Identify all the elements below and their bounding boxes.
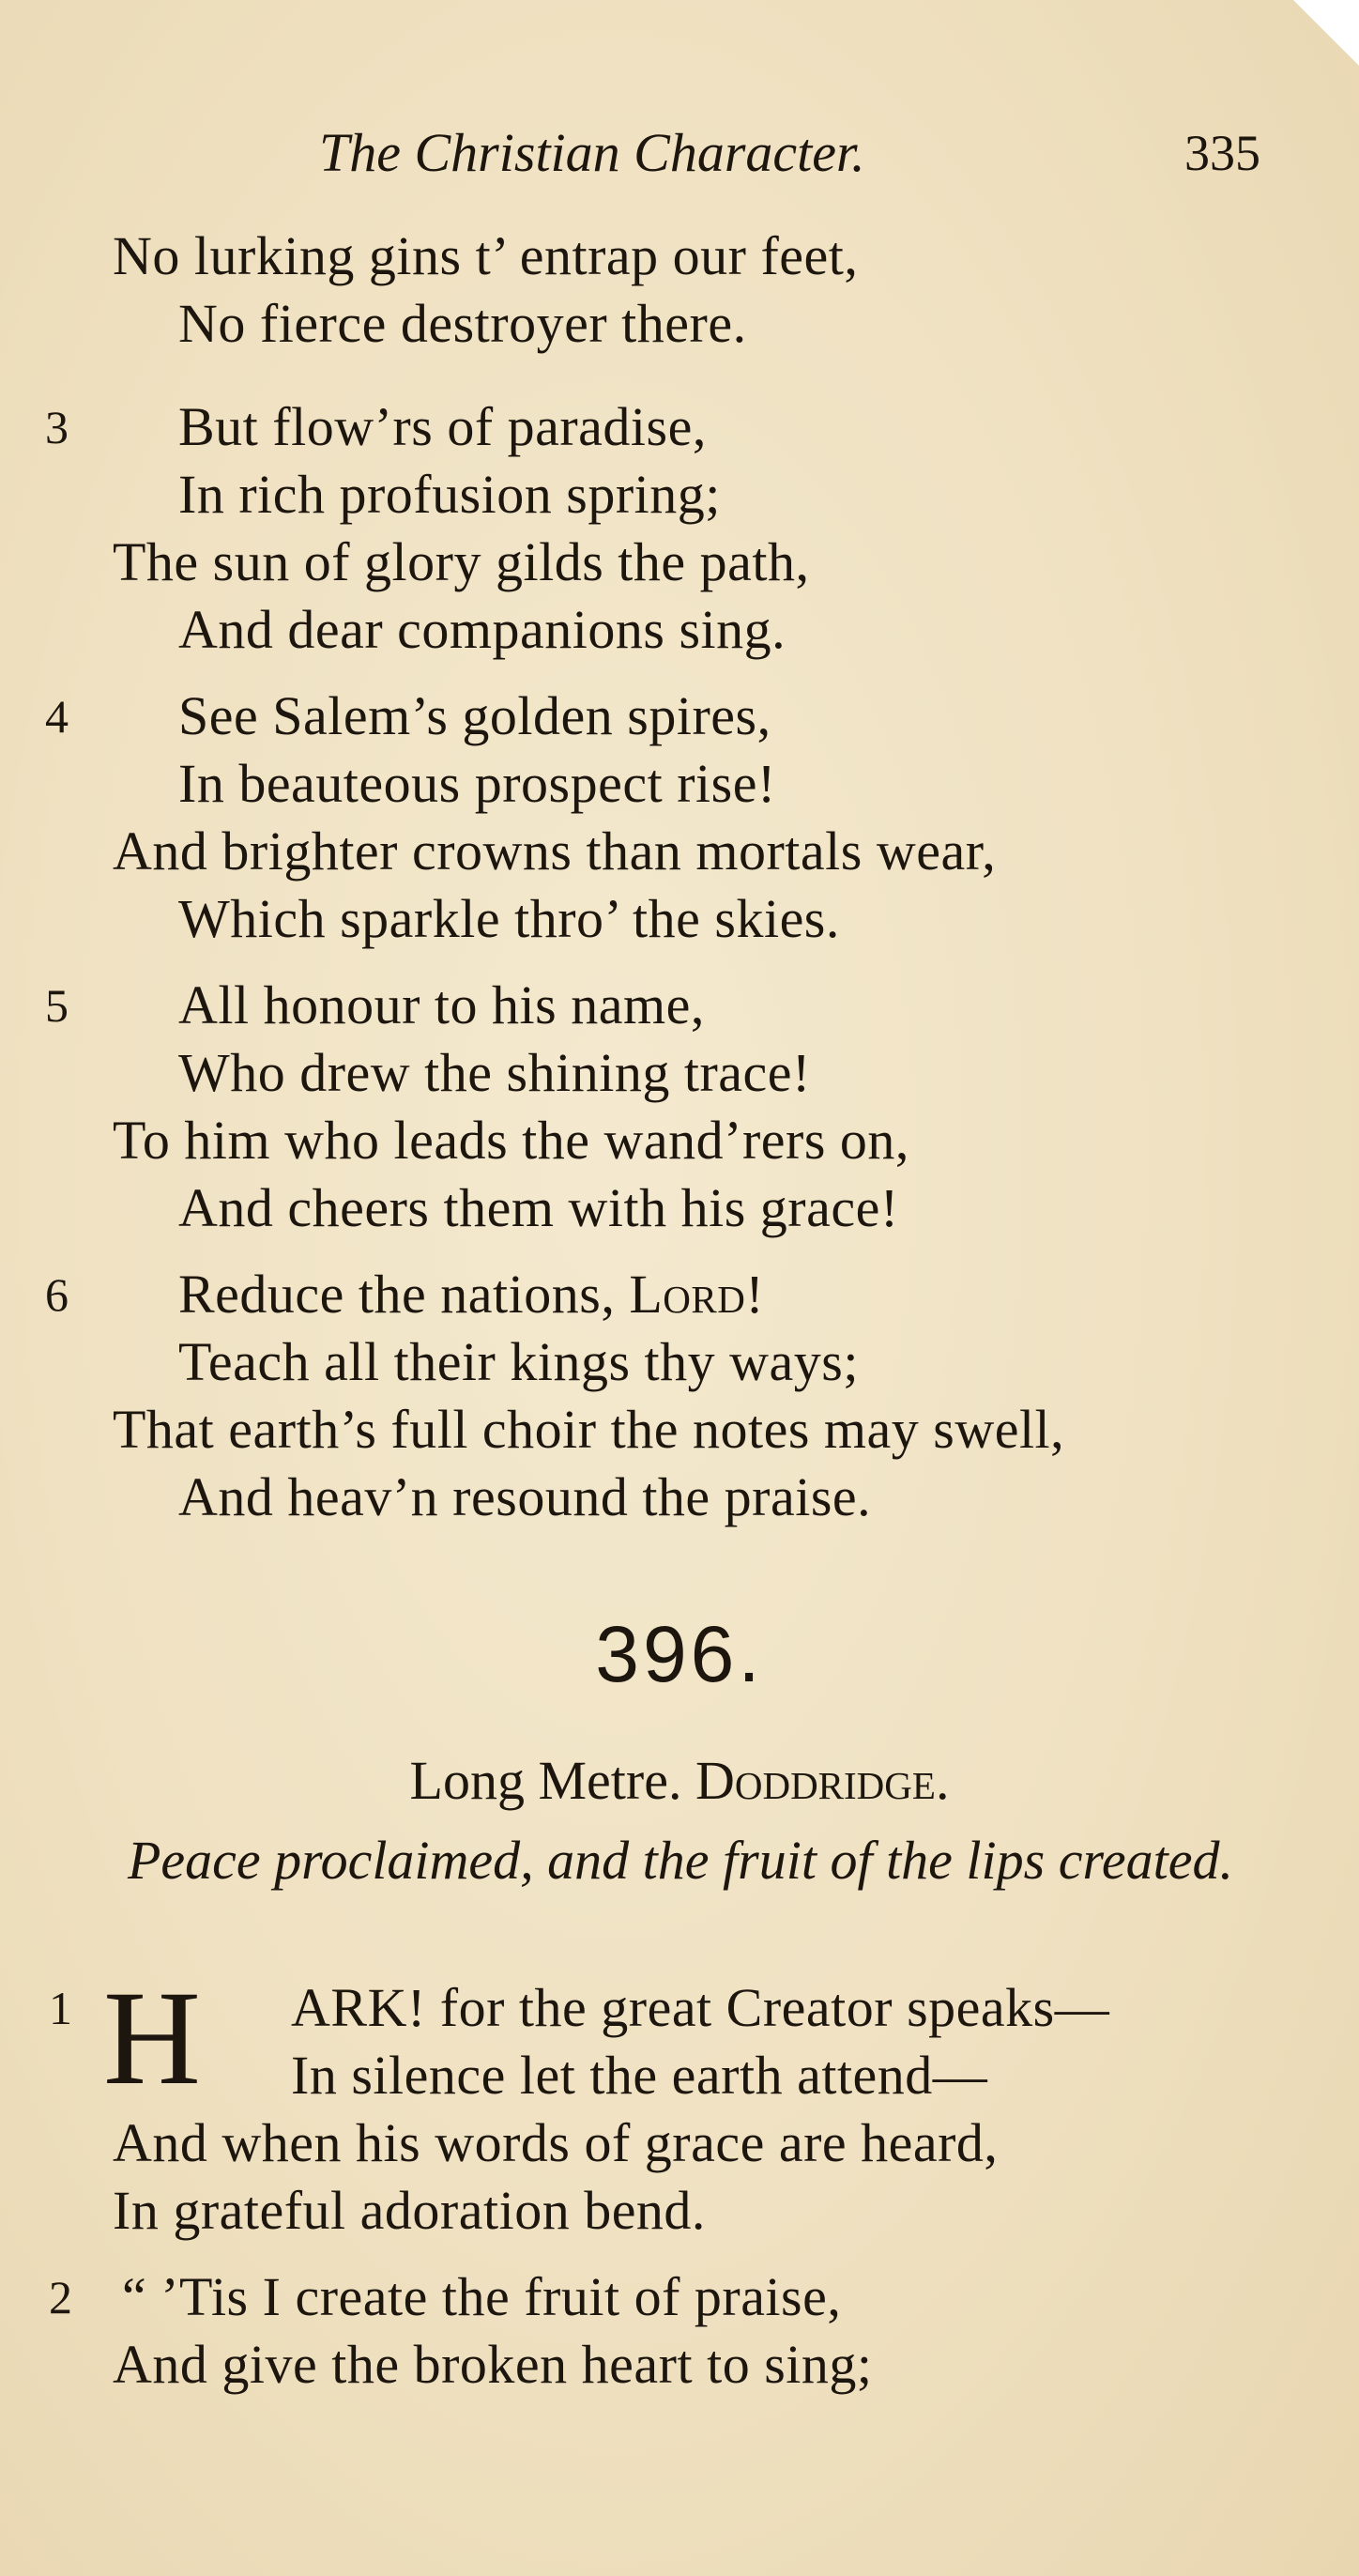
running-title: The Christian Character. [319,122,865,183]
meter: Long Metre. [409,1750,682,1811]
verse-line: Teach all their kings thy ways; [178,1331,859,1392]
verse-line: And cheers them with his grace! [178,1177,899,1238]
verse-line: No lurking gins t’ entrap our feet, [113,225,859,286]
verse-line: But flow’rs of paradise, [178,396,707,457]
verse-line: And when his words of grace are heard, [113,2112,999,2173]
page-number: 335 [1184,125,1260,181]
verse-line: And heav’n resound the praise. [178,1466,872,1527]
drop-cap: H [103,1964,201,2113]
hymn-meter-author [0,1748,1359,1814]
page-corner [1293,0,1359,66]
stanza-number: 4 [45,690,69,743]
stanza-number: 5 [45,979,69,1032]
author: Doddridge. [695,1750,950,1811]
verse-text: ! [745,1264,765,1325]
verse-number: 2 [49,2271,72,2323]
verse-line [178,1262,764,1327]
verse-line: And brighter crowns than mortals wear, [113,820,997,882]
verse-line: “ ’Tis I create the fruit of praise, [122,2266,842,2327]
verse-line: No fierce destroyer there. [178,293,747,354]
verse-line: Which sparkle thro’ the skies. [178,888,840,949]
verse-line: And give the broken heart to sing; [113,2334,873,2395]
verse-line: In rich profusion spring; [178,464,721,525]
verse-line: In grateful adoration bend. [113,2180,706,2241]
verse-text: Reduce the nations, [178,1264,630,1325]
verse-line: That earth’s full choir the notes may swell, [113,1399,1065,1460]
lord-small-caps: Lord [629,1264,746,1325]
verse-line: In beauteous prospect rise! [178,753,776,814]
verse-line: All honour to his name, [178,974,705,1035]
verse-line: See Salem’s golden spires, [178,685,771,746]
verse-line: The sun of glory gilds the path, [113,531,810,592]
verse-number: 1 [49,1982,72,2034]
verse-line: To him who leads the wand’rers on, [113,1110,909,1171]
verse-line: Who drew the shining trace! [178,1042,811,1103]
stanza-number: 6 [45,1268,69,1321]
verse-line: And dear companions sing. [178,599,786,660]
running-header [0,120,1359,186]
hymn-subject: Peace proclaimed, and the fruit of the lips created. [128,1830,1233,1891]
stanza-number: 3 [45,401,69,453]
hymn-number: 396. [595,1610,764,1698]
verse-line: In silence let the earth attend— [291,2045,988,2106]
verse-line: ARK! for the great Creator speaks— [291,1977,1110,2038]
